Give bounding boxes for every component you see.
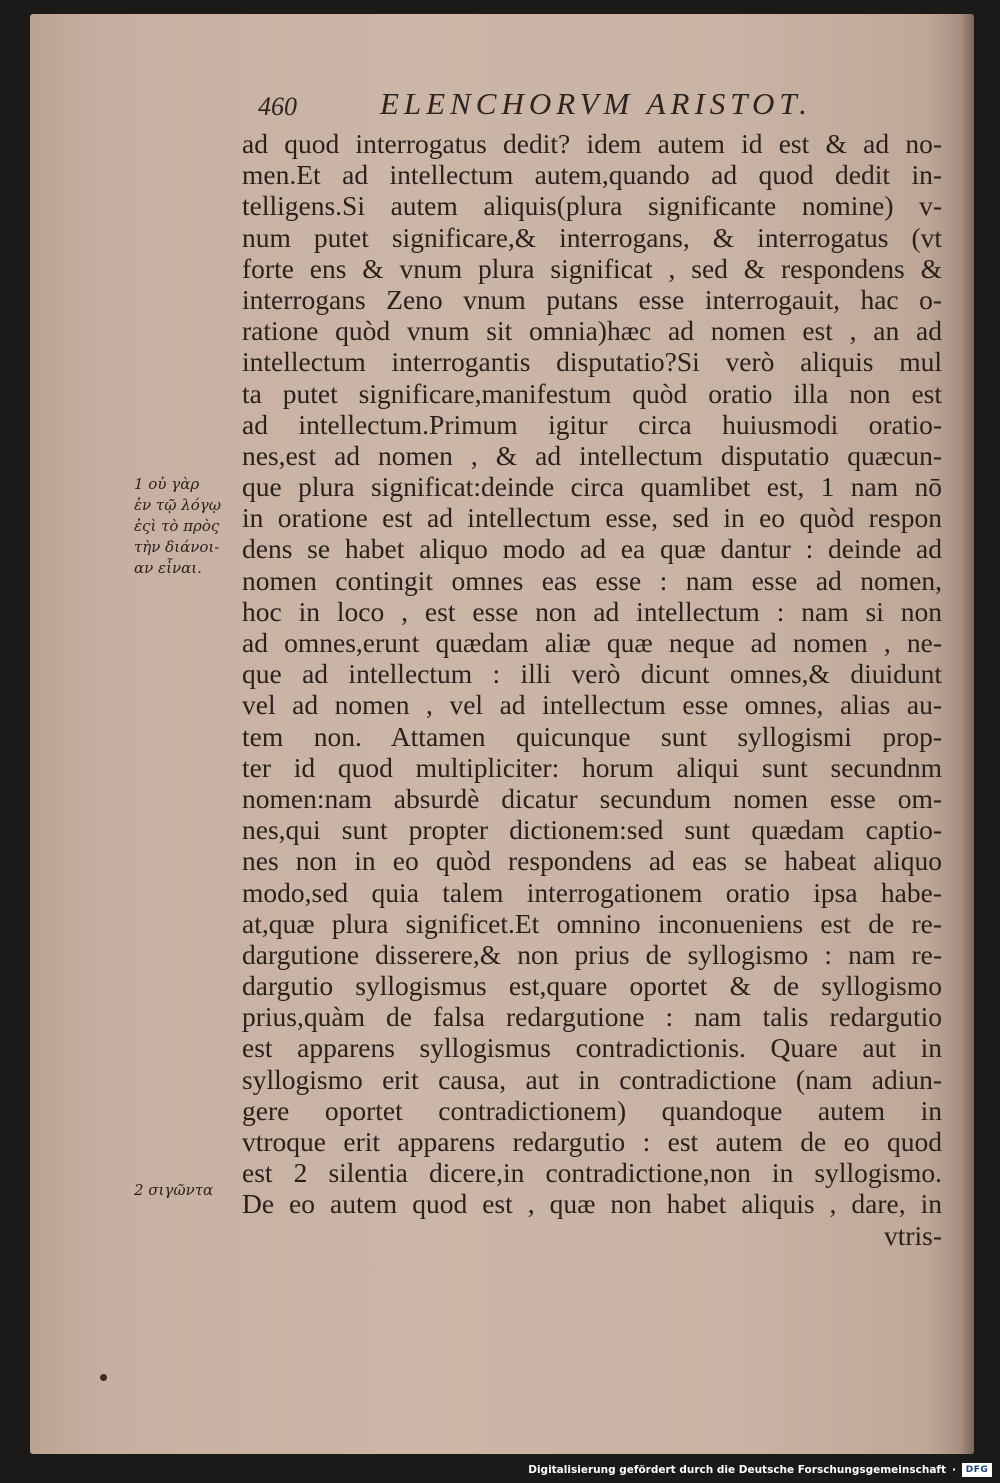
text-line: dargutione disserere,& non prius de syllogismo : nam re-: [242, 938, 942, 970]
text-line: que ad intellectum : illi verò dicunt omnes,& diuidunt: [242, 658, 942, 690]
text-line: ad quod interrogatus dedit? idem autem id est & ad no-: [242, 128, 942, 159]
dfg-logo-icon: DFG: [962, 1463, 992, 1477]
marginal-note-1: [134, 474, 234, 579]
running-title: ELENCHORVM ARISTOT.: [380, 86, 813, 121]
text-line: forte ens & vnum plura significat , sed & respondens &: [242, 252, 942, 284]
text-line: men.Et ad intellectum autem,quando ad quod dedit in-: [242, 159, 942, 191]
text-line: tem non. Attamen quicunque sunt syllogismi prop-: [242, 720, 942, 752]
text-line: modo,sed quia talem interrogationem oratio ipsa habe-: [242, 876, 942, 908]
catchword: vtris-: [883, 1219, 942, 1251]
marginal-note-2: [134, 1180, 234, 1201]
text-line: ad omnes,erunt quædam aliæ quæ neque ad nomen , ne-: [242, 627, 942, 658]
text-line: nes,qui sunt propter dictionem:sed sunt quædam captio-: [242, 814, 942, 846]
text-line: syllogismo erit causa, aut in contradictione (nam adiun-: [242, 1063, 942, 1095]
text-line: ad intellectum.Primum igitur circa huiusmodi oratio-: [242, 408, 942, 440]
text-line: interrogans Zeno vnum putans esse interrogauit, hac o-: [242, 283, 942, 315]
text-line: ratione quòd vnum sit omnia)hæc ad nomen est , an ad: [242, 315, 942, 347]
text-line: dens se habet aliquo modo ad ea quæ dantur : deinde ad: [242, 533, 942, 565]
text-line: De eo autem quod est , quæ non habet aliquis , dare, in: [242, 1188, 942, 1220]
page-edge-shadow: [960, 14, 974, 1454]
text-line: ta putet significare,manifestum quòd oratio illa non est: [242, 377, 942, 409]
digitization-credit: [528, 1460, 992, 1480]
text-line: in oratione est ad intellectum esse, sed in eo quòd respon: [242, 502, 942, 534]
text-line: est apparens syllogismus contradictionis. Quare aut in: [242, 1032, 942, 1064]
text-line: dargutio syllogismus est,quare oportet & de syllogismo: [242, 970, 942, 1002]
text-line: gere oportet contradictionem) quandoque autem in: [242, 1094, 942, 1126]
text-line: telligens.Si autem aliquis(plura significante nomine) v-: [242, 190, 942, 222]
text-line: at,quæ plura significet.Et omnino inconueniens est de re-: [242, 907, 942, 939]
marginal-note-line: ἐν τῷ λόγῳ: [134, 496, 221, 514]
marginal-note-line: αν εἶναι.: [134, 559, 202, 577]
text-line: ter id quod multipliciter: horum aliqui sunt secundnm: [242, 751, 942, 783]
text-line: prius,quàm de falsa redargutione : nam talis redargutio: [242, 1001, 942, 1033]
text-line: nes non in eo quòd respondens ad eas se habeat aliquo: [242, 845, 942, 877]
page-number: 460: [258, 92, 297, 121]
marginal-note-line: 2 σιγῶντα: [134, 1181, 214, 1199]
running-head: [0, 86, 1000, 126]
text-line: intellectum interrogantis disputatio?Si verò aliquis mul: [242, 346, 942, 378]
text-line: nes,est ad nomen , & ad intellectum disputatio quæcun-: [242, 439, 942, 471]
ink-speck: [100, 1374, 107, 1381]
text-line: num putet significare,& interrogans, & interrogatus (vt: [242, 221, 942, 253]
text-line: vel ad nomen , vel ad intellectum esse omnes, alias au-: [242, 689, 942, 721]
text-line: nomen contingit omnes eas esse : nam esse ad nomen,: [242, 564, 942, 596]
marginal-note-line: 1 οὐ γὰρ: [134, 475, 200, 493]
text-line: que plura significat:deinde circa quamlibet est, 1 nam nō: [242, 471, 942, 503]
separator-dot: ·: [952, 1464, 956, 1476]
marginal-note-line: τὴν διάνοι-: [134, 538, 220, 556]
credit-text: Digitalisierung gefördert durch die Deutsche Forschungsgemeinschaft: [528, 1464, 946, 1476]
text-line: vtroque erit apparens redargutio : est autem de eo quod: [242, 1126, 942, 1157]
text-line: nomen:nam absurdè dicatur secundum nomen esse om-: [242, 782, 942, 814]
marginal-note-line: ἐςὶ τὸ πρὸς: [134, 517, 220, 535]
body-text: [242, 128, 942, 1251]
text-line: est 2 silentia dicere,in contradictione,non in syllogismo.: [242, 1157, 942, 1189]
text-line: hoc in loco , est esse non ad intellectum : nam si non: [242, 595, 942, 627]
